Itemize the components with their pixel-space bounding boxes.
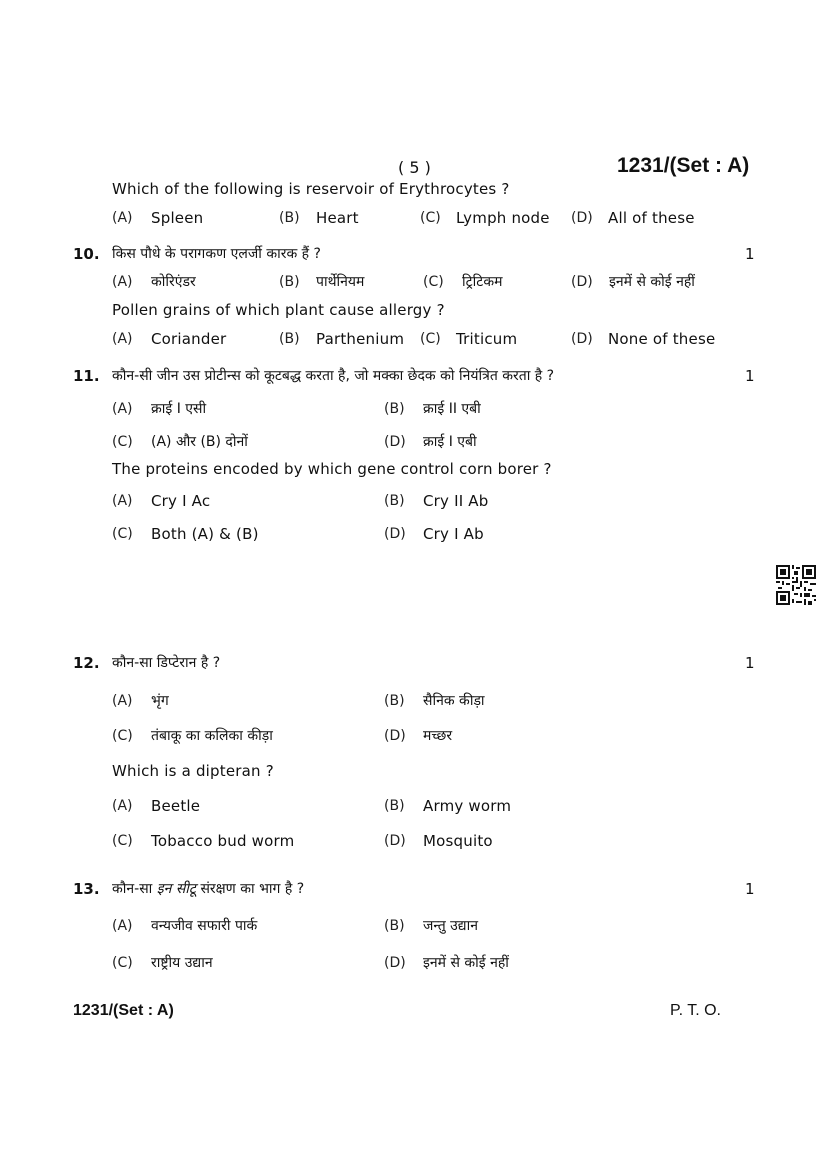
q12-marks: 1	[745, 654, 755, 672]
q11-hi-option-a: क्राई I एसी	[151, 401, 207, 417]
q9-option-c: Lymph node	[456, 209, 550, 227]
q12-hi-option-c-label: (C)	[112, 728, 133, 744]
q12-hi-option-d-label: (D)	[384, 728, 406, 744]
q11-hi-option-c-label: (C)	[112, 434, 133, 450]
q12-hi-option-a-label: (A)	[112, 693, 133, 709]
q9-option-d-label: (D)	[571, 210, 593, 226]
q10-hi-option-d-label: (D)	[571, 274, 593, 290]
q12-en-option-d-label: (D)	[384, 833, 406, 849]
q10-en-option-d: None of these	[608, 330, 716, 348]
q11-hi-option-d: क्राई I एबी	[423, 434, 477, 450]
q13-text-hi	[112, 879, 304, 898]
q11-en-option-a-label: (A)	[112, 493, 133, 509]
q11-en-option-b: Cry II Ab	[423, 492, 489, 510]
q12-en-option-b: Army worm	[423, 797, 512, 815]
q13-option-c-label: (C)	[112, 955, 133, 971]
q12-hi-option-b-label: (B)	[384, 693, 405, 709]
q12-en-option-c: Tobacco bud worm	[151, 832, 295, 850]
q11-number: 11.	[73, 367, 100, 385]
q13-option-b-label: (B)	[384, 918, 405, 934]
q9-text-en: Which of the following is reservoir of Erythrocytes ?	[112, 180, 510, 198]
q9-option-b-label: (B)	[279, 210, 300, 226]
q12-en-option-a-label: (A)	[112, 798, 133, 814]
q12-en-option-d: Mosquito	[423, 832, 493, 850]
q11-text-hi: कौन-सी जीन उस प्रोटीन्स को कूटबद्ध करता है, जो मक्का छेदक को नियंत्रित करता है ?	[112, 368, 555, 384]
q10-en-option-d-label: (D)	[571, 331, 593, 347]
q10-text-en: Pollen grains of which plant cause allergy ?	[112, 301, 445, 319]
q11-en-option-d-label: (D)	[384, 526, 406, 542]
q12-hi-option-b: सैनिक कीड़ा	[423, 693, 485, 709]
q9-option-a-label: (A)	[112, 210, 133, 226]
q13-option-c: राष्ट्रीय उद्यान	[151, 955, 213, 971]
q11-marks: 1	[745, 367, 755, 385]
q10-en-option-b: Parthenium	[316, 330, 405, 348]
q11-en-option-c-label: (C)	[112, 526, 133, 542]
q12-text-en: Which is a dipteran ?	[112, 762, 274, 780]
q10-hi-option-a: कोरिएंडर	[151, 274, 196, 290]
q11-en-option-d: Cry I Ab	[423, 525, 484, 543]
q12-text-hi: कौन-सा डिप्टेरान है ?	[112, 655, 221, 671]
q10-en-option-a: Coriander	[151, 330, 227, 348]
q9-option-c-label: (C)	[420, 210, 441, 226]
q10-marks: 1	[745, 245, 755, 263]
paper-code-footer: 1231/(Set : A)	[73, 1002, 174, 1019]
q12-hi-option-a: भृंग	[151, 693, 169, 709]
q12-number: 12.	[73, 654, 100, 672]
q10-en-option-c-label: (C)	[420, 331, 441, 347]
q11-hi-option-a-label: (A)	[112, 401, 133, 417]
qr-code-image	[776, 565, 816, 605]
q13-option-a: वन्यजीव सफारी पार्क	[151, 918, 258, 934]
q10-hi-option-b-label: (B)	[279, 274, 300, 290]
q10-hi-option-b: पार्थेनियम	[316, 274, 365, 290]
q13-option-d: इनमें से कोई नहीं	[423, 955, 509, 971]
q11-text-en: The proteins encoded by which gene control corn borer ?	[112, 460, 552, 478]
q11-en-option-a: Cry I Ac	[151, 492, 211, 510]
q11-hi-option-b-label: (B)	[384, 401, 405, 417]
q12-en-option-a: Beetle	[151, 797, 201, 815]
q12-hi-option-d: मच्छर	[423, 728, 453, 744]
q11-en-option-c: Both (A) & (B)	[151, 525, 259, 543]
q13-marks: 1	[745, 880, 755, 898]
q10-number: 10.	[73, 245, 100, 263]
q12-en-option-c-label: (C)	[112, 833, 133, 849]
q10-text-hi: किस पौधे के परागकण एलर्जी कारक हैं ?	[112, 246, 321, 262]
q13-option-a-label: (A)	[112, 918, 133, 934]
q10-hi-option-c-label: (C)	[423, 274, 444, 290]
q13-option-d-label: (D)	[384, 955, 406, 971]
q10-en-option-b-label: (B)	[279, 331, 300, 347]
q11-en-option-b-label: (B)	[384, 493, 405, 509]
q10-en-option-a-label: (A)	[112, 331, 133, 347]
q13-text-hi-italic: इन सीटू	[156, 881, 196, 897]
page-number: ( 5 )	[398, 158, 431, 177]
q9-option-d: All of these	[608, 209, 695, 227]
q12-en-option-b-label: (B)	[384, 798, 405, 814]
q9-option-b: Heart	[316, 209, 359, 227]
q10-en-option-c: Triticum	[456, 330, 518, 348]
q10-hi-option-c: ट्रिटिकम	[462, 274, 503, 290]
q11-hi-option-c: (A) और (B) दोनों	[151, 434, 248, 450]
q10-hi-option-a-label: (A)	[112, 274, 133, 290]
q13-number: 13.	[73, 880, 100, 898]
q10-hi-option-d: इनमें से कोई नहीं	[609, 274, 695, 290]
paper-code-header: 1231/(Set : A)	[617, 154, 750, 177]
q13-option-b: जन्तु उद्यान	[423, 918, 479, 934]
q13-text-hi-post: संरक्षण का भाग है ?	[196, 881, 305, 897]
q12-hi-option-c: तंबाकू का कलिका कीड़ा	[151, 728, 273, 744]
q9-option-a: Spleen	[151, 209, 204, 227]
pto-label: P. T. O.	[670, 1002, 721, 1019]
q11-hi-option-b: क्राई II एबी	[423, 401, 481, 417]
q11-hi-option-d-label: (D)	[384, 434, 406, 450]
q13-text-hi-pre: कौन-सा	[112, 881, 157, 897]
